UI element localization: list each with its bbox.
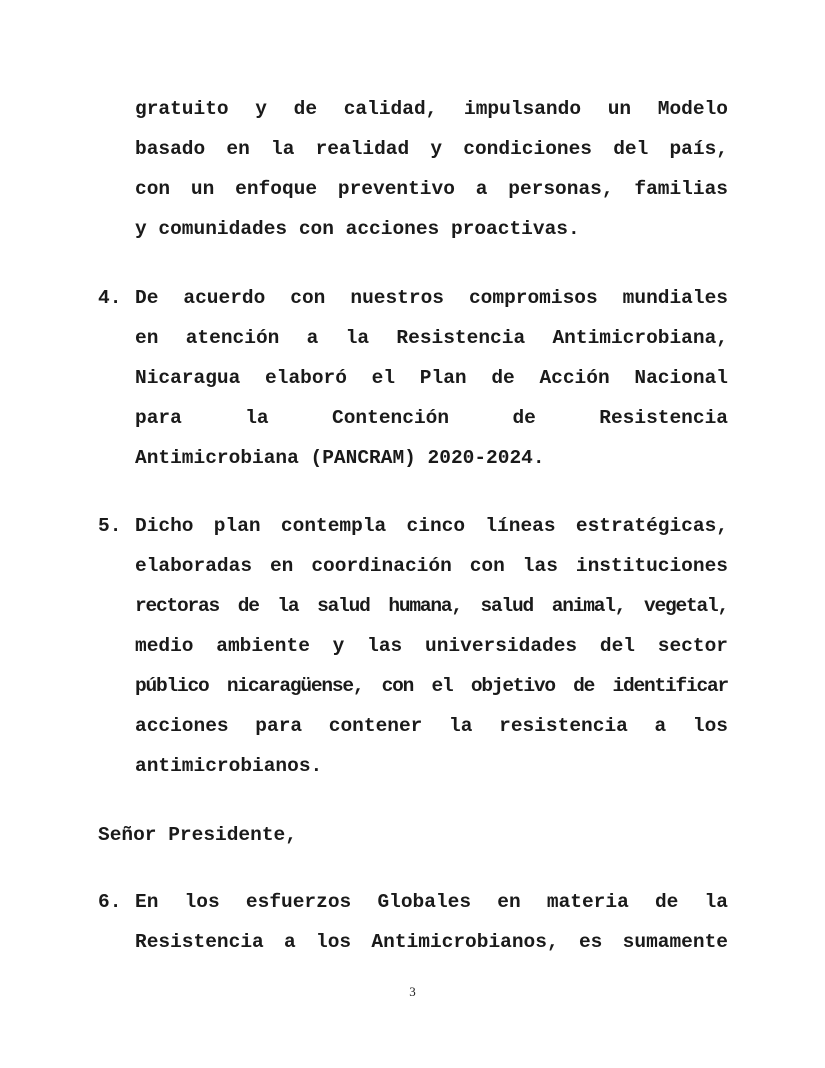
paragraph-line: Resistencia a los Antimicrobianos, es sumamente <box>135 931 728 953</box>
paragraph-line: gratuito y de calidad, impulsando un Modelo <box>135 98 728 120</box>
salutation: Señor Presidente, <box>98 824 297 846</box>
item-number: 5. <box>98 515 122 537</box>
paragraph-line: Nicaragua elaboró el Plan de Acción Nacional <box>135 367 728 389</box>
paragraph-line: basado en la realidad y condiciones del país, <box>135 138 728 160</box>
item-5-paragraph <box>135 506 728 786</box>
paragraph-line: público nicaragüense, con el objetivo de identificar <box>135 675 728 697</box>
paragraph-line: en atención a la Resistencia Antimicrobiana, <box>135 327 728 349</box>
paragraph-line: De acuerdo con nuestros compromisos mundiales <box>135 287 728 309</box>
paragraph-line: acciones para contener la resistencia a los <box>135 715 728 737</box>
item-6-paragraph <box>135 882 728 962</box>
paragraph-line: Dicho plan contempla cinco líneas estratégicas, <box>135 515 728 537</box>
paragraph-line: con un enfoque preventivo a personas, familias <box>135 178 728 200</box>
paragraph-line: En los esfuerzos Globales en materia de la <box>135 891 728 913</box>
page-number: 3 <box>409 984 416 999</box>
item-4-paragraph <box>135 278 728 478</box>
paragraph-line: elaboradas en coordinación con las instituciones <box>135 555 728 577</box>
paragraph-line: antimicrobianos. <box>135 755 323 777</box>
paragraph-line: y comunidades con acciones proactivas. <box>135 218 580 240</box>
paragraph-line: medio ambiente y las universidades del sector <box>135 635 728 657</box>
paragraph-line: Antimicrobiana (PANCRAM) 2020-2024. <box>135 447 545 469</box>
paragraph-line: para la Contención de Resistencia <box>135 407 728 429</box>
intro-paragraph <box>135 89 728 249</box>
item-number: 6. <box>98 891 122 913</box>
paragraph-line: rectoras de la salud humana, salud animal, vegetal, <box>135 595 728 617</box>
item-number: 4. <box>98 287 122 309</box>
